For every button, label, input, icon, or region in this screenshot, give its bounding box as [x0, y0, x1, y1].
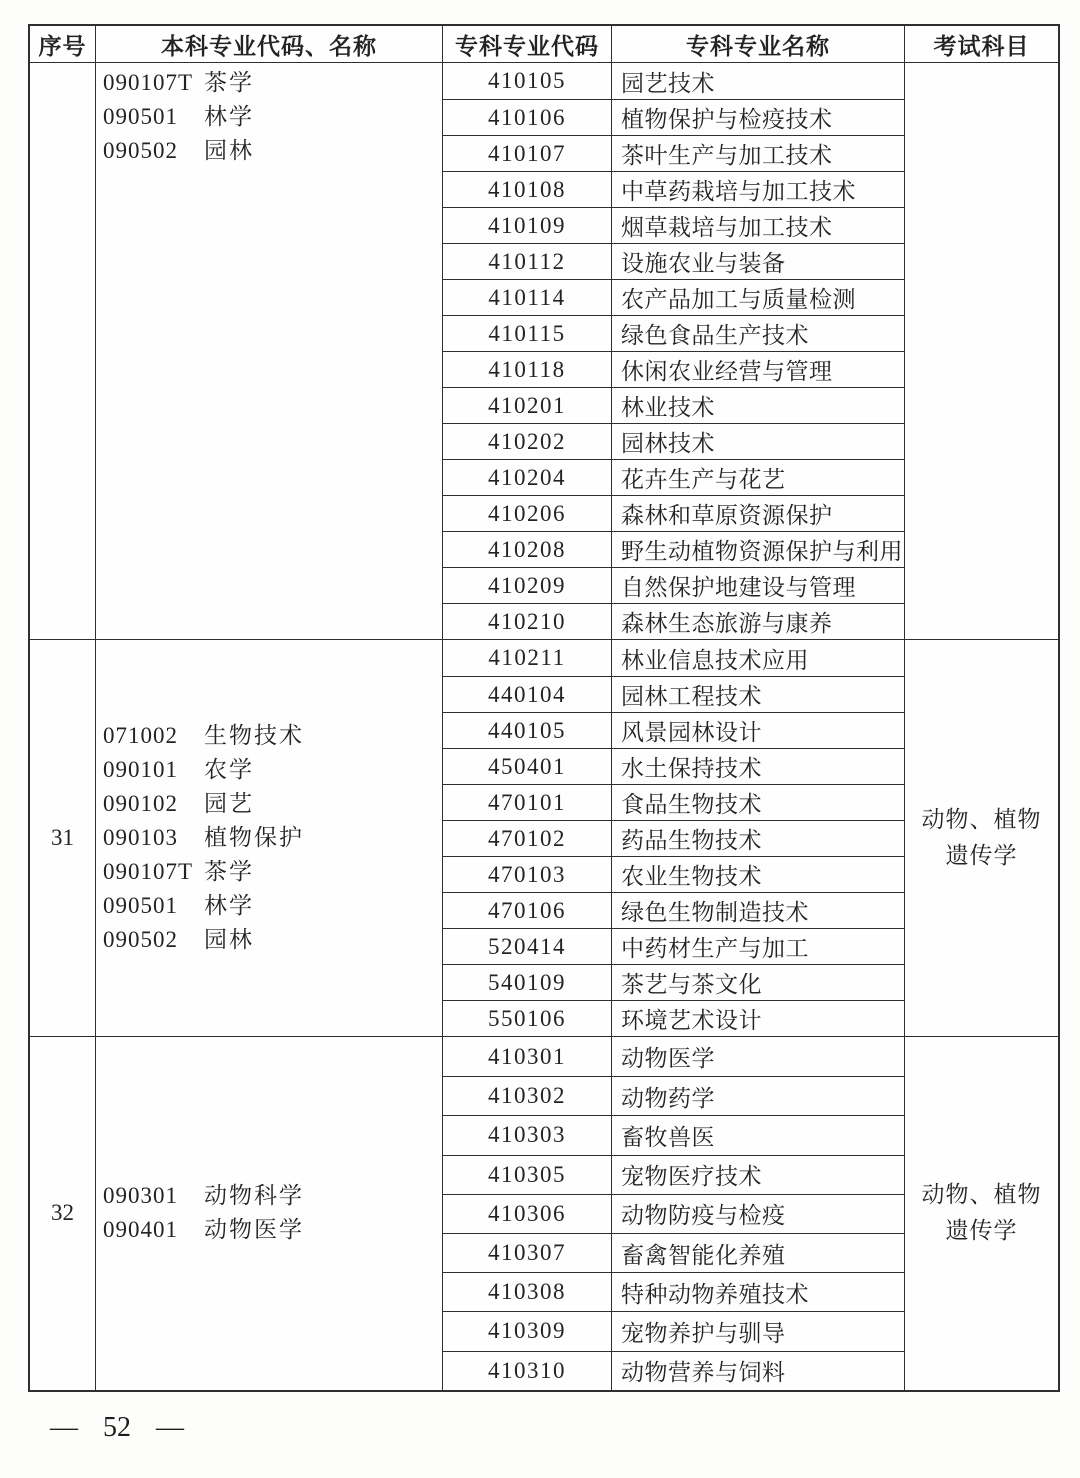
header-undergrad-code-name: 本科专业代码、名称	[96, 26, 443, 62]
college-major-code-cell: 410208	[443, 532, 612, 567]
undergrad-major-code: 090502	[103, 927, 178, 952]
undergrad-major-line	[103, 100, 440, 134]
college-major-name-cell: 中药材生产与加工	[612, 929, 905, 964]
college-major-name-cell: 植物保护与检疫技术	[612, 100, 905, 135]
college-major-name-cell: 特种动物养殖技术	[612, 1273, 905, 1311]
college-major-name-cell: 森林和草原资源保护	[612, 496, 905, 531]
undergrad-major-code: 090107T	[103, 859, 194, 884]
college-major-name-cell: 茶艺与茶文化	[612, 965, 905, 1000]
exam-subject-line: 遗传学	[945, 1218, 1018, 1244]
undergrad-major-line	[103, 719, 440, 753]
college-major-name-cell: 园林工程技术	[612, 677, 905, 712]
undergrad-major-code: 090101	[103, 757, 178, 782]
undergrad-major-name: 植物保护	[204, 825, 304, 850]
college-major-code-cell: 410210	[443, 604, 612, 639]
undergrad-major-line	[103, 753, 440, 787]
college-major-name-cell: 自然保护地建设与管理	[612, 568, 905, 603]
college-major-row	[443, 1000, 905, 1036]
college-major-code-cell: 410308	[443, 1273, 612, 1311]
college-major-code-cell: 410107	[443, 136, 612, 171]
college-major-name-cell: 农业生物技术	[612, 857, 905, 892]
undergrad-major-line	[103, 923, 440, 957]
college-major-row	[443, 387, 905, 423]
undergrad-major-name: 生物技术	[204, 723, 304, 748]
undergrad-major-line	[103, 855, 440, 889]
undergrad-major-code: 090502	[103, 138, 178, 163]
college-major-row	[443, 531, 905, 567]
college-major-row	[443, 1233, 905, 1272]
college-major-row	[443, 784, 905, 820]
undergrad-major-code: 090301	[103, 1183, 178, 1209]
page-number: — 52 —	[50, 1412, 184, 1443]
undergrad-major-line	[103, 1213, 440, 1247]
college-major-code-cell: 410108	[443, 172, 612, 207]
college-major-name-cell: 水土保持技术	[612, 749, 905, 784]
undergrad-major-code: 090401	[103, 1217, 178, 1243]
college-major-row	[443, 748, 905, 784]
college-major-row	[443, 99, 905, 135]
college-major-name-cell: 动物营养与饲料	[612, 1352, 905, 1390]
college-major-code-cell: 410211	[443, 640, 612, 676]
college-major-code-cell: 410209	[443, 568, 612, 603]
exam-subject-line: 动物、植物	[921, 1182, 1042, 1208]
college-major-code-cell: 540109	[443, 965, 612, 1000]
college-major-row	[443, 351, 905, 387]
undergrad-major-name: 林学	[204, 104, 254, 129]
college-major-row	[443, 1115, 905, 1154]
college-major-row	[443, 640, 905, 676]
college-major-code-cell: 410114	[443, 280, 612, 315]
college-major-row	[443, 928, 905, 964]
undergrad-major-code: 090501	[103, 893, 178, 918]
undergrad-major-line	[103, 787, 440, 821]
undergrad-majors-cell	[96, 1037, 443, 1390]
undergrad-major-name: 园林	[204, 138, 254, 163]
undergrad-major-name: 茶学	[204, 70, 254, 95]
college-major-code-cell: 410115	[443, 316, 612, 351]
college-major-row	[443, 243, 905, 279]
college-majors-rows	[443, 1037, 905, 1390]
table-header-row	[30, 26, 1058, 63]
college-major-row	[443, 1311, 905, 1350]
serial-cell	[30, 63, 96, 639]
college-major-row	[443, 1037, 905, 1076]
college-major-code-cell: 520414	[443, 929, 612, 964]
college-major-code-cell: 450401	[443, 749, 612, 784]
college-major-code-cell: 410201	[443, 388, 612, 423]
college-major-code-cell: 410105	[443, 63, 612, 99]
college-major-row	[443, 856, 905, 892]
college-major-name-cell: 园艺技术	[612, 63, 905, 99]
college-major-code-cell: 470101	[443, 785, 612, 820]
college-major-code-cell: 410306	[443, 1195, 612, 1233]
table-section	[30, 63, 1058, 639]
college-major-code-cell: 410310	[443, 1352, 612, 1390]
college-major-name-cell: 林业技术	[612, 388, 905, 423]
college-major-name-cell: 绿色生物制造技术	[612, 893, 905, 928]
undergrad-major-line	[103, 821, 440, 855]
college-major-row	[443, 207, 905, 243]
college-major-name-cell: 农产品加工与质量检测	[612, 280, 905, 315]
college-major-row	[443, 712, 905, 748]
college-major-name-cell: 烟草栽培与加工技术	[612, 208, 905, 243]
undergrad-major-line	[103, 889, 440, 923]
college-major-row	[443, 1194, 905, 1233]
college-major-row	[443, 567, 905, 603]
college-major-name-cell: 休闲农业经营与管理	[612, 352, 905, 387]
undergrad-major-name: 动物医学	[204, 1217, 304, 1243]
college-major-code-cell: 410112	[443, 244, 612, 279]
college-major-row	[443, 279, 905, 315]
college-major-code-cell: 470102	[443, 821, 612, 856]
header-serial: 序号	[30, 26, 96, 62]
undergrad-major-code: 071002	[103, 723, 178, 748]
college-major-name-cell: 动物药学	[612, 1077, 905, 1115]
serial-cell: 32	[30, 1037, 96, 1390]
exam-subject-cell	[905, 1037, 1058, 1390]
exam-subject-cell	[905, 640, 1058, 1036]
college-major-row	[443, 135, 905, 171]
undergrad-major-name: 林学	[204, 893, 254, 918]
college-major-name-cell: 畜禽智能化养殖	[612, 1234, 905, 1272]
college-major-code-cell: 410303	[443, 1116, 612, 1154]
college-major-code-cell: 410204	[443, 460, 612, 495]
college-major-row	[443, 603, 905, 639]
college-major-code-cell: 410109	[443, 208, 612, 243]
undergrad-major-name: 农学	[204, 757, 254, 782]
college-major-row	[443, 1351, 905, 1390]
college-major-row	[443, 423, 905, 459]
undergrad-major-name: 园林	[204, 927, 254, 952]
undergrad-major-line	[103, 66, 440, 100]
college-major-code-cell: 410118	[443, 352, 612, 387]
college-major-code-cell: 410309	[443, 1312, 612, 1350]
college-major-row	[443, 892, 905, 928]
college-major-row	[443, 63, 905, 99]
serial-cell: 31	[30, 640, 96, 1036]
college-major-code-cell: 410307	[443, 1234, 612, 1272]
college-major-row	[443, 676, 905, 712]
undergrad-major-name: 茶学	[204, 859, 254, 884]
undergrad-major-code: 090103	[103, 825, 178, 850]
college-major-row	[443, 171, 905, 207]
college-major-row	[443, 1155, 905, 1194]
college-major-row	[443, 1272, 905, 1311]
college-majors-rows	[443, 63, 905, 639]
header-college-code: 专科专业代码	[443, 26, 612, 62]
college-major-code-cell: 440105	[443, 713, 612, 748]
college-major-code-cell: 550106	[443, 1001, 612, 1036]
college-major-code-cell: 410302	[443, 1077, 612, 1115]
undergrad-majors-cell	[96, 63, 443, 639]
college-major-code-cell: 410206	[443, 496, 612, 531]
college-major-name-cell: 绿色食品生产技术	[612, 316, 905, 351]
undergrad-major-name: 园艺	[204, 791, 254, 816]
college-major-name-cell: 野生动植物资源保护与利用	[612, 532, 905, 567]
header-college-name: 专科专业名称	[612, 26, 905, 62]
exam-subject-line: 遗传学	[945, 843, 1018, 868]
college-major-row	[443, 964, 905, 1000]
college-major-code-cell: 470103	[443, 857, 612, 892]
college-major-code-cell: 410106	[443, 100, 612, 135]
undergrad-major-line	[103, 134, 440, 168]
college-major-name-cell: 林业信息技术应用	[612, 640, 905, 676]
undergrad-major-code: 090501	[103, 104, 178, 129]
college-major-name-cell: 森林生态旅游与康养	[612, 604, 905, 639]
college-majors-rows	[443, 640, 905, 1036]
college-major-row	[443, 820, 905, 856]
undergrad-major-code: 090107T	[103, 70, 194, 95]
college-major-row	[443, 459, 905, 495]
college-major-name-cell: 动物防疫与检疫	[612, 1195, 905, 1233]
college-major-name-cell: 宠物医疗技术	[612, 1156, 905, 1194]
undergrad-major-code: 090102	[103, 791, 178, 816]
table-section	[30, 1036, 1058, 1390]
table-body	[30, 63, 1058, 1390]
table-section	[30, 639, 1058, 1036]
college-major-name-cell: 设施农业与装备	[612, 244, 905, 279]
college-major-code-cell: 440104	[443, 677, 612, 712]
undergrad-majors-cell	[96, 640, 443, 1036]
exam-subject-cell	[905, 63, 1058, 639]
college-major-name-cell: 风景园林设计	[612, 713, 905, 748]
college-major-row	[443, 495, 905, 531]
college-major-name-cell: 中草药栽培与加工技术	[612, 172, 905, 207]
college-major-name-cell: 食品生物技术	[612, 785, 905, 820]
college-major-name-cell: 茶叶生产与加工技术	[612, 136, 905, 171]
college-major-name-cell: 园林技术	[612, 424, 905, 459]
major-mapping-table	[28, 24, 1060, 1392]
college-major-code-cell: 410202	[443, 424, 612, 459]
college-major-name-cell: 畜牧兽医	[612, 1116, 905, 1154]
undergrad-major-name: 动物科学	[204, 1183, 304, 1209]
college-major-code-cell: 470106	[443, 893, 612, 928]
college-major-name-cell: 药品生物技术	[612, 821, 905, 856]
college-major-name-cell: 宠物养护与驯导	[612, 1312, 905, 1350]
exam-subject-line: 动物、植物	[921, 807, 1042, 832]
college-major-row	[443, 315, 905, 351]
college-major-code-cell: 410301	[443, 1037, 612, 1076]
college-major-name-cell: 动物医学	[612, 1037, 905, 1076]
college-major-name-cell: 花卉生产与花艺	[612, 460, 905, 495]
college-major-row	[443, 1076, 905, 1115]
college-major-code-cell: 410305	[443, 1156, 612, 1194]
undergrad-major-line	[103, 1179, 440, 1213]
college-major-name-cell: 环境艺术设计	[612, 1001, 905, 1036]
header-exam-subject: 考试科目	[933, 33, 1030, 59]
